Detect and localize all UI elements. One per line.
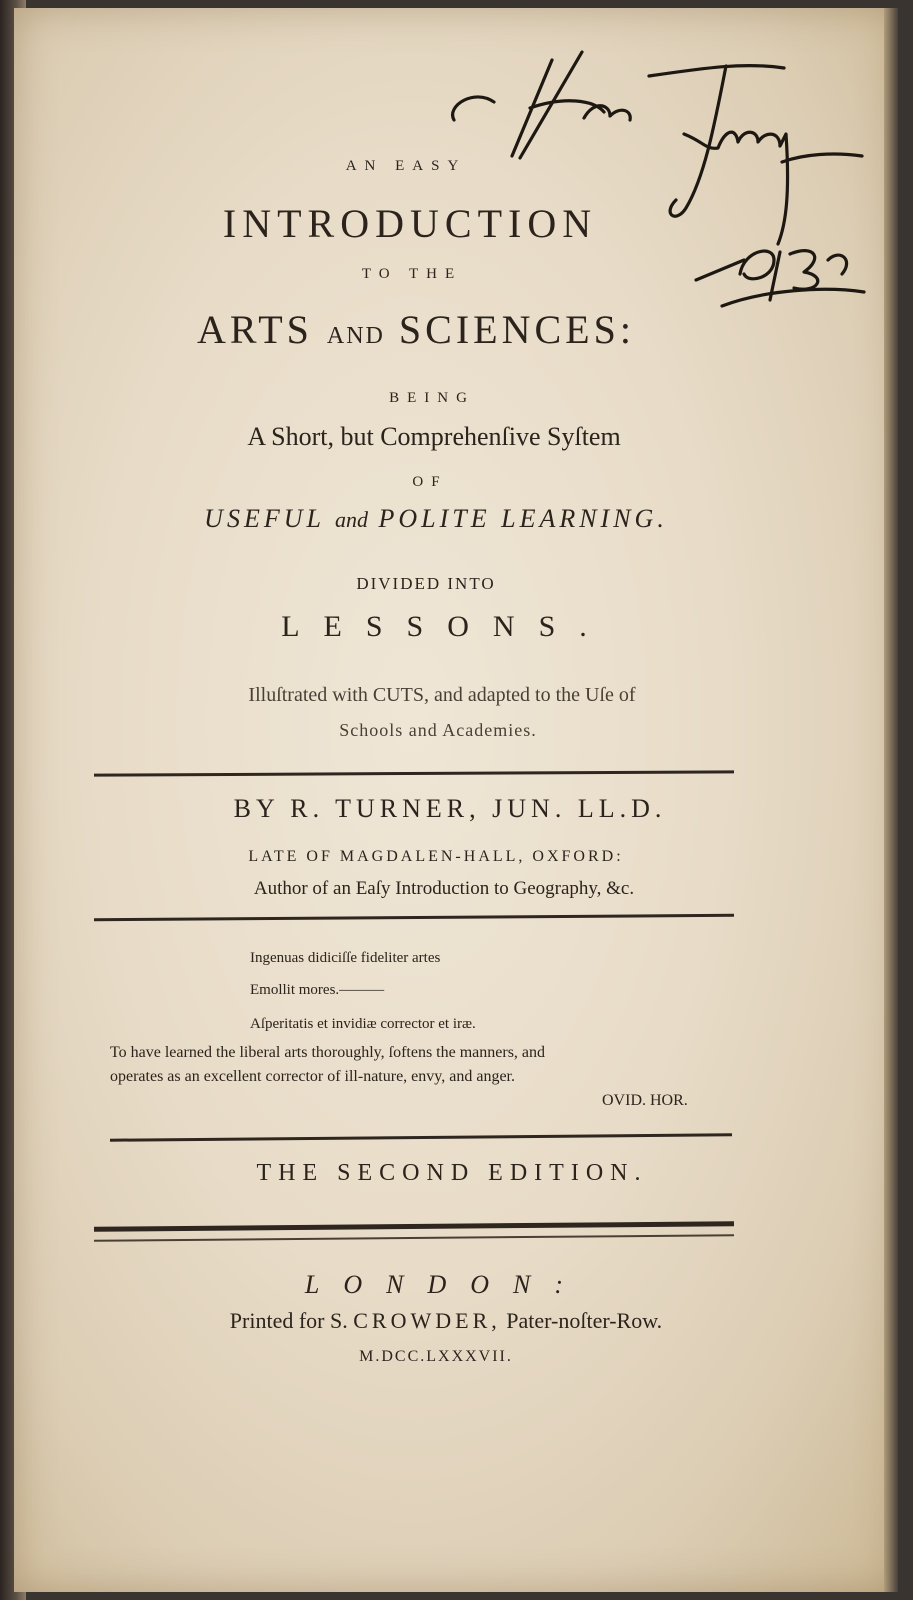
rule-above-edition bbox=[110, 1133, 732, 1141]
text-printer-address: Pater-noſter-Row. bbox=[506, 1308, 663, 1333]
title-sciences: SCIENCES: bbox=[398, 307, 635, 352]
text-polite-learning: POLITE LEARNING. bbox=[378, 504, 668, 533]
title-introduction: INTRODUCTION bbox=[222, 201, 598, 246]
author-affiliation: LATE OF MAGDALEN-HALL, OXFORD: bbox=[248, 848, 624, 865]
title-page bbox=[14, 8, 898, 1592]
title-arts-and-sciences bbox=[14, 306, 858, 353]
subtitle-useful-polite-learning bbox=[14, 504, 878, 534]
motto-line-1: Ingenuas didiciſſe fideliter artes bbox=[250, 950, 441, 966]
title-arts: ARTS bbox=[197, 307, 313, 352]
rule-above-author bbox=[94, 770, 734, 776]
rule-double-top bbox=[94, 1221, 734, 1232]
text-useful: USEFUL bbox=[204, 504, 325, 533]
author-line: BY R. TURNER, JUN. LL.D. bbox=[233, 794, 667, 823]
subtitle-divided-into: DIVIDED INTO bbox=[356, 574, 496, 593]
title-lessons: LESSONS. bbox=[281, 610, 611, 643]
text-printer-name: CROWDER, bbox=[353, 1308, 501, 1333]
text-printed-for: Printed for S. bbox=[229, 1308, 348, 1333]
title-and: AND bbox=[326, 323, 385, 349]
edition-statement: THE SECOND EDITION. bbox=[256, 1160, 648, 1186]
translation-line-1: To have learned the liberal arts thoroughly, ſoftens the manners, and bbox=[110, 1044, 546, 1061]
translation-line-2: operates as an excellent corrector of ill-nature, envy, and anger. bbox=[110, 1068, 515, 1085]
imprint-printer bbox=[14, 1308, 888, 1334]
subtitle-to-the: TO THE bbox=[361, 266, 463, 282]
subtitle-of: OF bbox=[412, 474, 448, 490]
rule-double-bottom bbox=[94, 1234, 734, 1242]
subtitle-an-easy: AN EASY bbox=[345, 158, 467, 174]
motto-attribution: OVID. HOR. bbox=[602, 1092, 688, 1109]
text-schools: Schools and Academies. bbox=[339, 720, 537, 740]
imprint-date: M.DCC.LXXXVII. bbox=[359, 1348, 513, 1365]
text-and: and bbox=[334, 507, 368, 532]
motto-line-2: Emollit mores.——— bbox=[250, 982, 385, 998]
motto-line-3: Aſperitatis et invidiæ corrector et iræ. bbox=[250, 1016, 476, 1032]
author-other-work: Author of an Eaſy Introduction to Geography, &c. bbox=[253, 878, 635, 899]
rule-above-motto bbox=[94, 914, 734, 921]
page-edge bbox=[884, 8, 898, 1592]
imprint-london: LONDON: bbox=[304, 1270, 588, 1299]
text-illustrated: Illuſtrated with CUTS, and adapted to the Uſe of bbox=[248, 684, 636, 706]
subtitle-short-system: A Short, but Comprehenſive Syſtem bbox=[247, 422, 621, 451]
subtitle-being: BEING bbox=[389, 390, 475, 406]
